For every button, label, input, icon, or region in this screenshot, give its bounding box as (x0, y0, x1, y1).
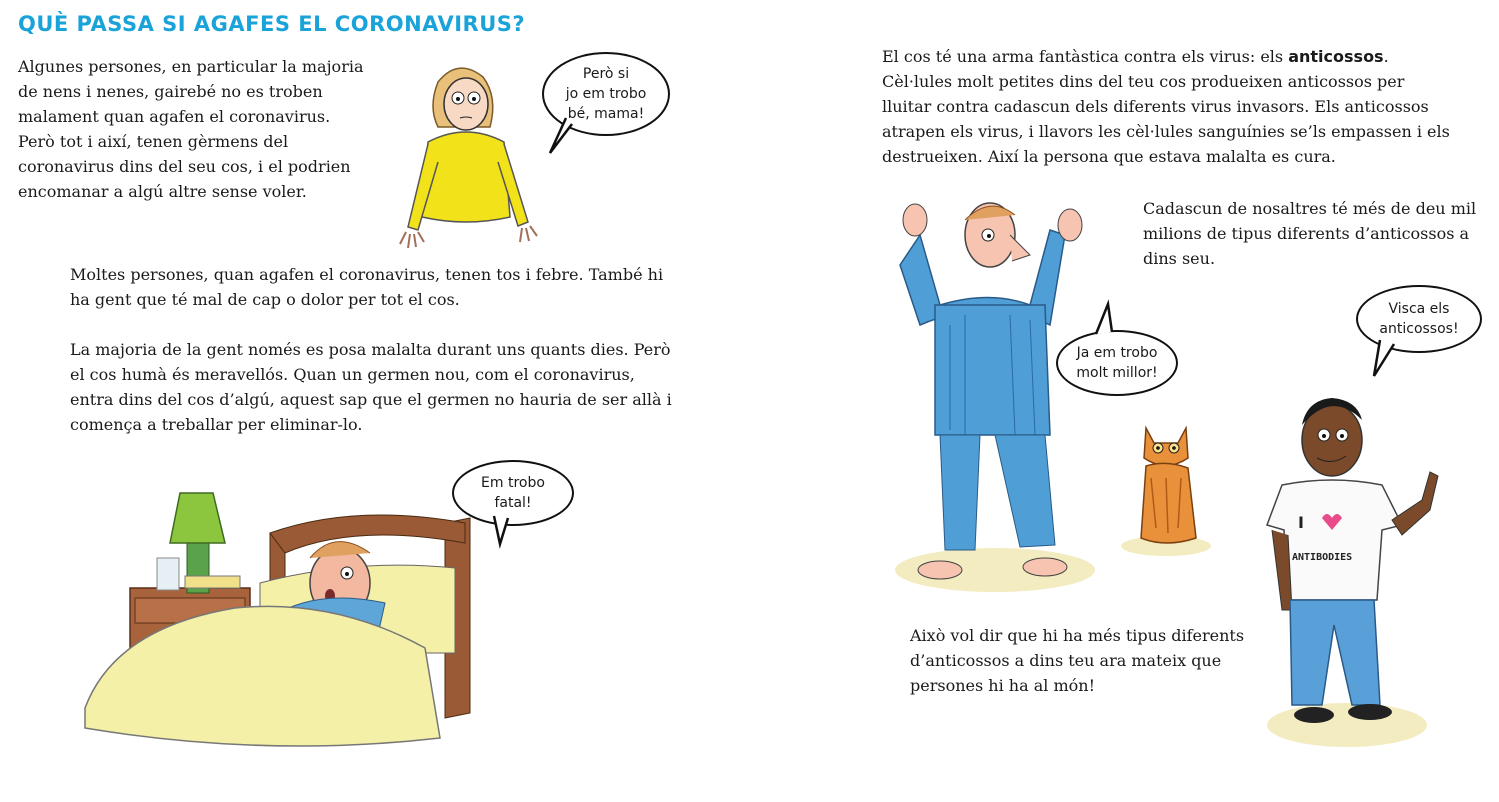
antibodies-paragraph (882, 44, 1450, 169)
count-paragraph (1143, 196, 1476, 271)
bubble-line: Visca els (1388, 301, 1450, 317)
bubble-line: jo em trobo (565, 86, 647, 102)
text-line: ha gent que té mal de cap o dolor per tot el cos. (70, 290, 460, 309)
text-line: coronavirus dins del seu cos, i el podrien (18, 157, 351, 176)
text-line: La majoria de la gent només es posa malalta durant uns quants dies. Però (70, 340, 671, 359)
keyword-antibodies: anticossos (1288, 47, 1384, 66)
speech-bubble-man (1056, 330, 1178, 396)
text-line: encomanar a algú altre sense voler. (18, 182, 307, 201)
bubble-line: Em trobo (481, 475, 545, 491)
girl-illustration (398, 52, 548, 257)
page-title: QUÈ PASSA SI AGAFES EL CORONAVIRUS? (18, 12, 526, 36)
text-line: el cos humà és meravellós. Quan un germen nou, com el coronavirus, (70, 365, 635, 384)
text-line: entra dins del cos d’algú, aquest sap que el germen no hauria de ser allà i (70, 390, 672, 409)
text-line (882, 44, 1450, 69)
text-line: Moltes persones, quan agafen el coronavirus, tenen tos i febre. També hi (70, 265, 664, 284)
tshirt-letter: I (1298, 513, 1304, 532)
text-line: Algunes persones, en particular la majoria (18, 57, 364, 76)
bubble-line: Però si (582, 66, 630, 82)
body-paragraph (70, 337, 672, 437)
text-run: El cos té una arma fantàstica contra els virus: els (882, 47, 1289, 66)
text-line: Cadascun de nosaltres té més de deu mil (1143, 199, 1477, 218)
text-line: d’anticossos a dins teu ara mateix que (910, 651, 1222, 670)
bubble-tail (1372, 340, 1402, 380)
bubble-line: bé, mama! (567, 106, 645, 122)
sick-man-illustration (85, 488, 480, 753)
bubble-line: anticossos! (1379, 321, 1459, 337)
man-pyjamas-illustration (880, 195, 1095, 595)
tshirt-text: ANTIBODIES (1292, 552, 1353, 563)
bubble-tail (488, 516, 518, 548)
text-line: de nens i nenes, gairebé no es troben (18, 82, 323, 101)
intro-paragraph (18, 54, 364, 204)
bubble-line: molt millor! (1076, 365, 1158, 381)
bubble-tail (1090, 302, 1120, 334)
boy-illustration (1262, 390, 1452, 755)
cat-illustration (1116, 418, 1216, 558)
bubble-tail (548, 118, 578, 158)
text-run: . (1383, 47, 1389, 66)
text-line: persones hi ha al món! (910, 676, 1095, 695)
text-line: lluitar contra cadascun dels diferents virus invasors. Els anticossos (882, 97, 1429, 116)
text-line: milions de tipus diferents d’anticossos a (1143, 224, 1470, 243)
text-line: Però tot i així, tenen gèrmens del (18, 132, 289, 151)
symptoms-paragraph (70, 262, 663, 312)
bubble-line: Ja em trobo (1076, 345, 1158, 361)
text-line: comença a treballar per eliminar-lo. (70, 415, 363, 434)
text-line: atrapen els virus, i llavors les cèl·lules sanguínies se’ls empassen i els (882, 122, 1450, 141)
text-line: Cèl·lules molt petites dins del teu cos produeixen anticossos per (882, 72, 1405, 91)
text-line: malament quan agafen el coronavirus. (18, 107, 331, 126)
text-line: Això vol dir que hi ha més tipus diferents (910, 626, 1245, 645)
text-line: destrueixen. Així la persona que estava malalta es cura. (882, 147, 1336, 166)
text-line: dins seu. (1143, 249, 1216, 268)
conclusion-paragraph (910, 623, 1244, 698)
bubble-line: fatal! (494, 495, 532, 511)
